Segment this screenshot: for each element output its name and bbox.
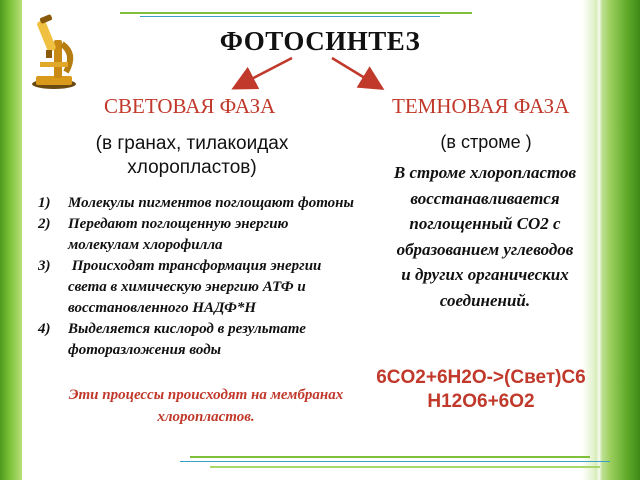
left-green-band [0, 0, 22, 480]
list-item-text: Передают поглощенную энергию молекулам хлорофилла [68, 216, 289, 253]
bottom-stripe-thin [180, 461, 610, 462]
light-phase-heading: СВЕТОВАЯ ФАЗА [104, 94, 276, 118]
list-item-text: Происходят трансформация энергии света в химическую энергию АТФ и восстановленного НАДФ*Н [68, 258, 326, 316]
light-phase-location: (в гранах, тилакоидах хлоропластов) [95, 133, 289, 178]
list-item-number: 4) [38, 321, 51, 337]
bottom-stripe [190, 456, 590, 458]
page-title: ФОТОСИНТЕЗ [219, 26, 421, 56]
dark-phase-description: В строме хлоропластов восстанавливается поглощенный СО2 с образованием углеводов и других органических соединений. [393, 163, 577, 310]
list-item [38, 319, 356, 361]
list-item-number: 3) [38, 258, 51, 274]
light-phase-process-list [38, 193, 356, 361]
photosynthesis-formula: 6CO2+6H2O->(Свет)C6H12O6+6O2 [376, 367, 586, 412]
top-stripe-thin [140, 16, 440, 17]
list-item-text: Выделяется кислород в результате фоторазложения воды [68, 321, 306, 358]
list-item [38, 214, 356, 256]
list-item-number: 2) [38, 216, 51, 232]
bottom-stripe-light [210, 466, 600, 468]
list-item [38, 256, 356, 319]
list-item-text: Молекулы пигментов поглощают фотоны [68, 195, 354, 211]
dark-phase-heading: ТЕМНОВАЯ ФАЗА [392, 94, 570, 118]
dark-phase-location: (в строме ) [440, 132, 532, 152]
list-item [38, 193, 356, 214]
list-item-number: 1) [38, 195, 51, 211]
membrane-note: Эти процессы происходят на мембранах хлоропластов. [68, 387, 344, 425]
right-green-band [582, 0, 640, 480]
top-stripe [120, 12, 472, 14]
